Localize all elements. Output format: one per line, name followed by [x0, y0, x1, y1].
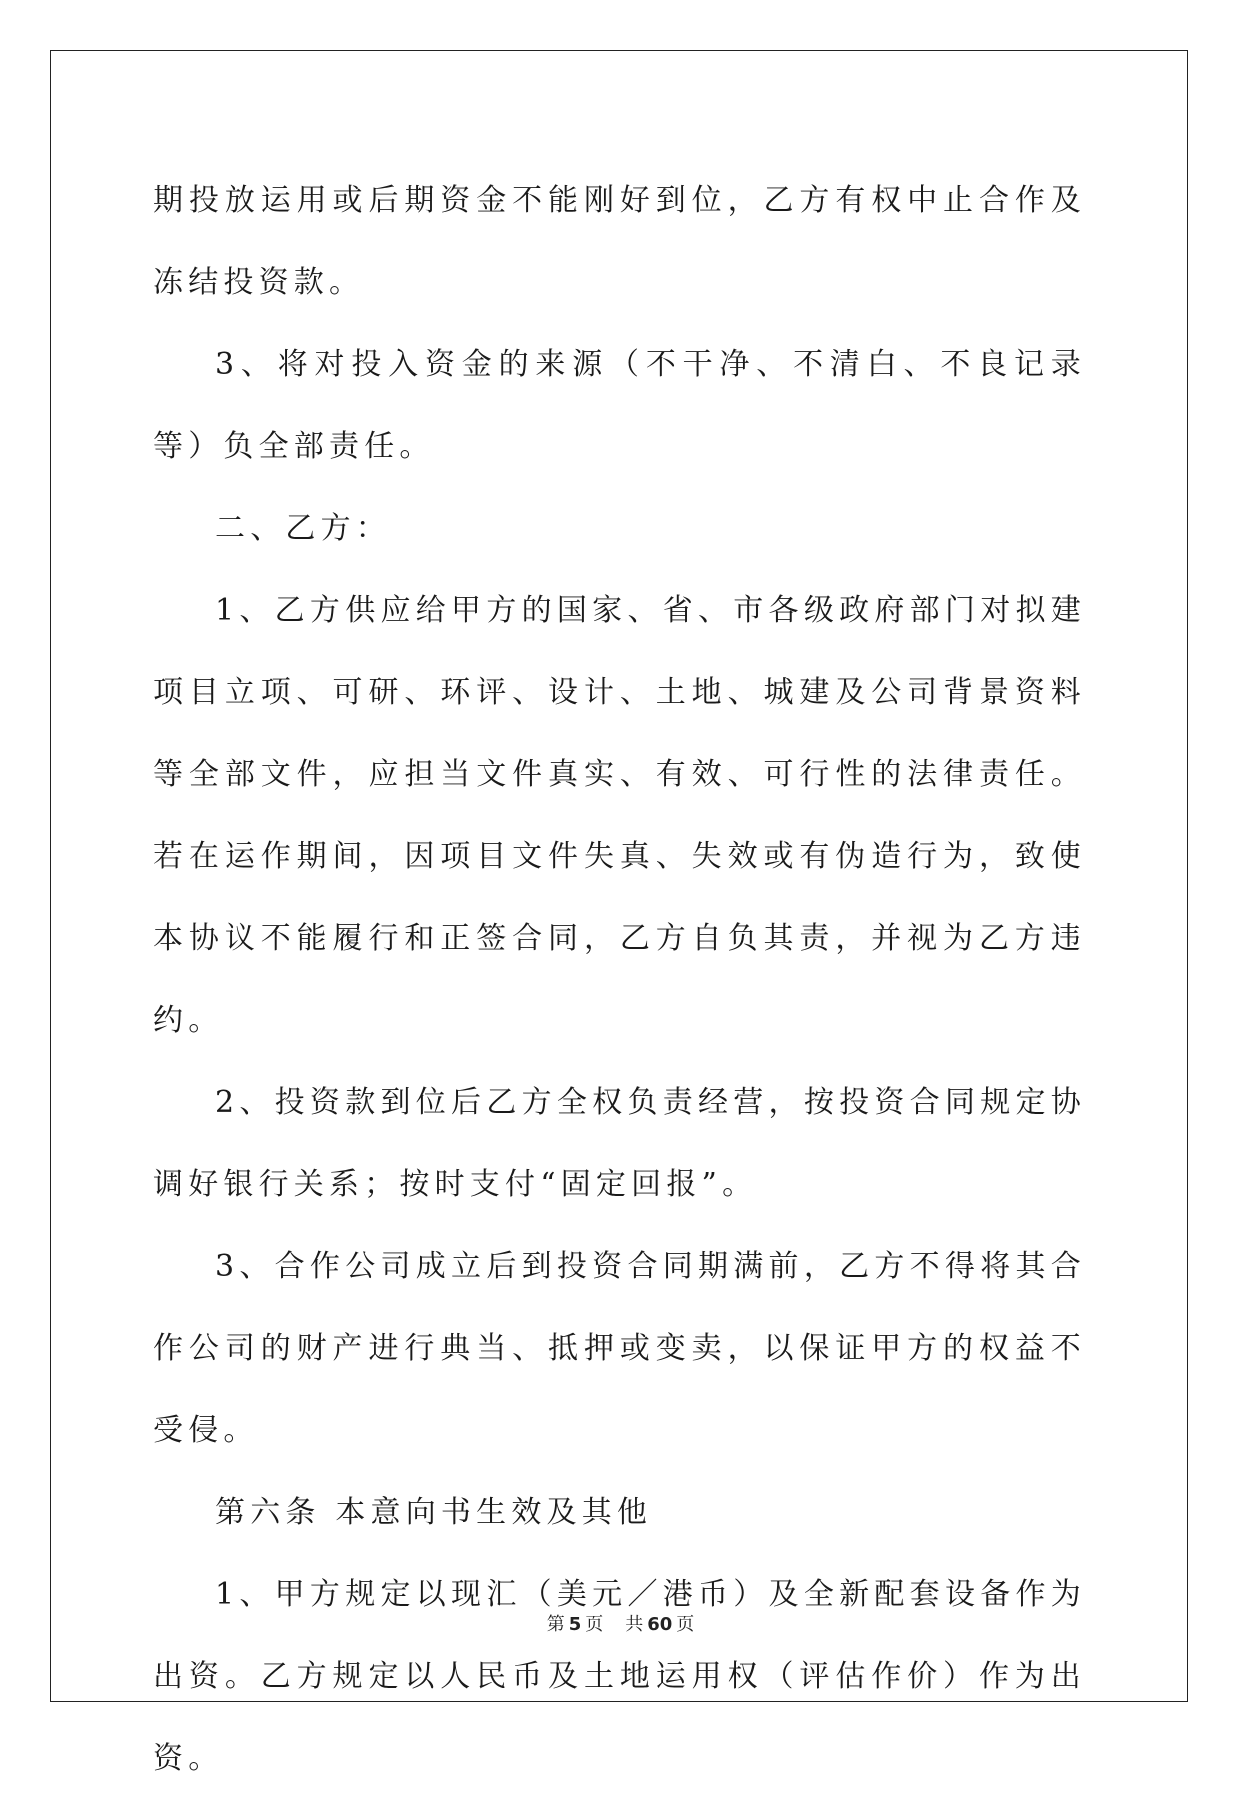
- total-prefix: 共: [625, 1614, 644, 1635]
- page-prefix: 第: [546, 1614, 565, 1635]
- page-suffix: 页: [585, 1614, 604, 1635]
- paragraph-2: 3、将对投入资金的来源（不干净、不清白、不良记录等）负全部责任。: [153, 347, 1086, 464]
- page-footer: [0, 1610, 1241, 1636]
- paragraph-1: 期投放运用或后期资金不能刚好到位，乙方有权中止合作及冻结投资款。: [153, 183, 1086, 300]
- document-body: [153, 160, 1086, 1800]
- total-suffix: 页: [676, 1614, 695, 1635]
- page-number: 5: [568, 1614, 582, 1635]
- total-pages: 60: [647, 1614, 673, 1635]
- paragraph-5: 2、投资款到位后乙方全权负责经营，按投资合同规定协调好银行关系；按时支付“固定回报”。: [153, 1085, 1086, 1202]
- section-heading-party-b: 二、乙方：: [215, 511, 391, 546]
- paragraph-8: 1、甲方规定以现汇（美元／港币）及全新配套设备作为出资。乙方规定以人民币及土地运用权（评估作价）作为出资。: [153, 1577, 1086, 1776]
- paragraph-6: 3、合作公司成立后到投资合同期满前，乙方不得将其合作公司的财产进行典当、抵押或变卖，以保证甲方的权益不受侵。: [153, 1249, 1086, 1448]
- paragraph-4: 1、乙方供应给甲方的国家、省、市各级政府部门对拟建项目立项、可研、环评、设计、土地、城建及公司背景资料等全部文件，应担当文件真实、有效、可行性的法律责任。若在运作期间，因项目文件失真、失效或有伪造行为，致使本协议不能履行和正签合同，乙方自负其责，并视为乙方违约。: [153, 593, 1086, 1038]
- article-heading-6: 第六条 本意向书生效及其他: [215, 1495, 653, 1530]
